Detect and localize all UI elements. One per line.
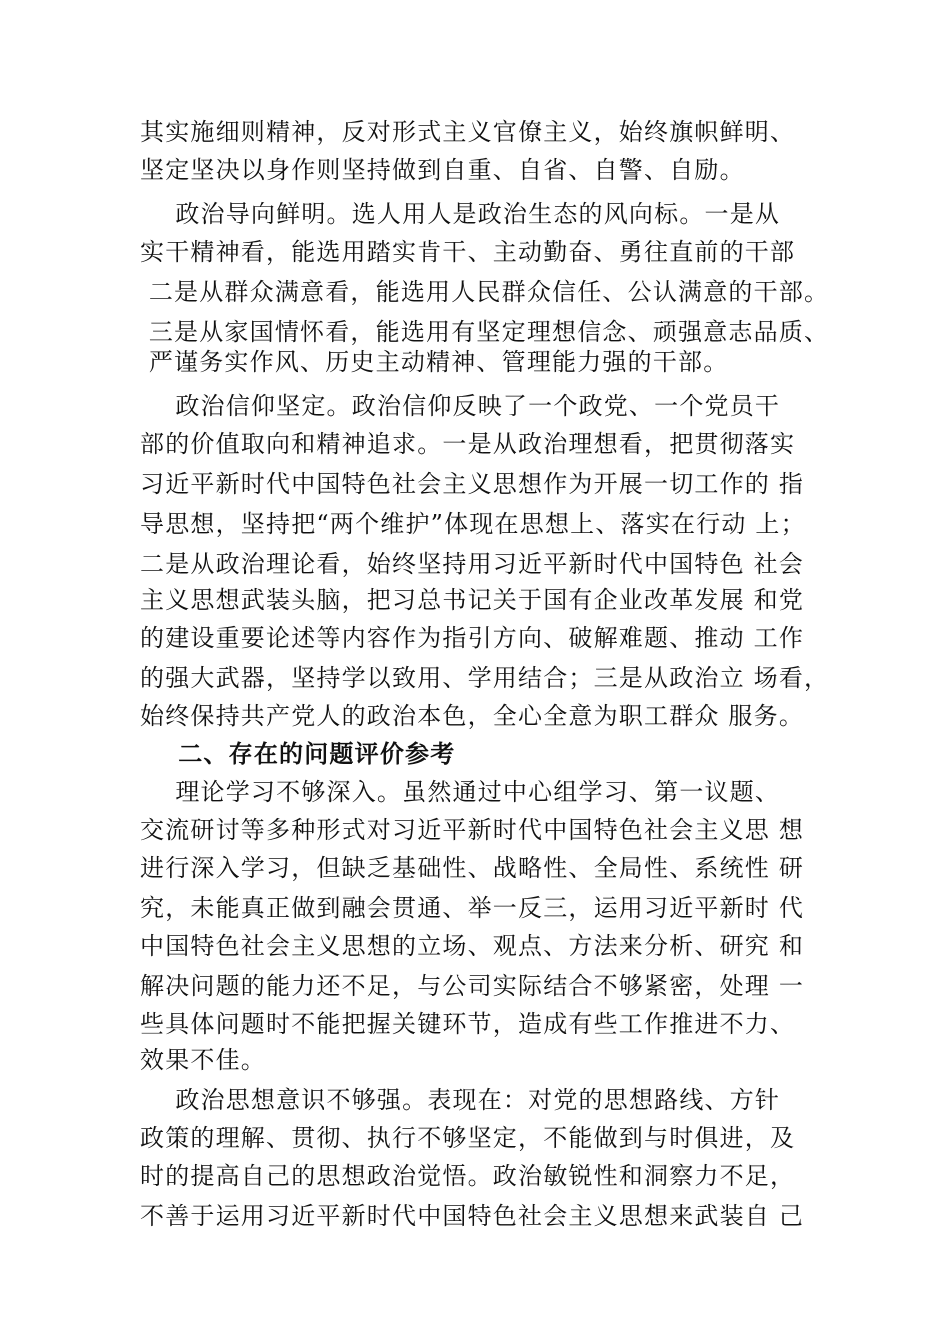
text-line: 政治思想意识不够强。表现在：对党的思想路线、方针 <box>140 1086 781 1114</box>
text-line: 政策的理解、贯彻、执行不够坚定，不能做到与时俱进，及 <box>140 1124 796 1152</box>
text-line: 究，未能真正做到融会贯通、举一反三，运用习近平新时 代 <box>140 894 805 922</box>
text-line: 理论学习不够深入。虽然通过中心组学习、第一议题、 <box>140 778 781 806</box>
text-line: 的建设重要论述等内容作为指引方向、破解难题、推动 工作 <box>140 624 805 652</box>
text-line: 三是从家国情怀看，能选用有坚定理想信念、顽强意志品质、 <box>140 318 830 346</box>
text-line: 导思想，坚持把“两个维护”体现在思想上、落实在行动 上； <box>140 510 806 538</box>
text-line: 习近平新时代中国特色社会主义思想作为开展一切工作的 指 <box>140 470 805 498</box>
text-line: 交流研讨等多种形式对习近平新时代中国特色社会主义思 想 <box>140 816 805 844</box>
text-line: 时的提高自己的思想政治觉悟。政治敏锐性和洞察力不足， <box>140 1162 796 1190</box>
text-line: 二是从群众满意看，能选用人民群众信任、公认满意的干部。 <box>140 278 830 306</box>
text-line: 政治导向鲜明。选人用人是政治生态的风向标。一是从 <box>140 200 781 228</box>
text-line: 些具体问题时不能把握关键环节，造成有些工作推进不力、 <box>140 1010 796 1038</box>
text-line: 二是从政治理论看，始终坚持用习近平新时代中国特色 社会 <box>140 550 805 578</box>
section-heading: 二、存在的问题评价参考 <box>140 739 456 768</box>
text-line: 主义思想武装头脑，把习总书记关于国有企业改革发展 和党 <box>140 586 805 614</box>
text-line: 严谨务实作风、历史主动精神、管理能力强的干部。 <box>140 348 729 376</box>
text-line: 解决问题的能力还不足，与公司实际结合不够紧密，处理 一 <box>140 972 805 1000</box>
text-line: 部的价值取向和精神追求。一是从政治理想看，把贯彻落实 <box>140 430 796 458</box>
text-line: 实干精神看，能选用踏实肯干、主动勤奋、勇往直前的干部 <box>140 238 796 266</box>
text-line: 始终保持共产党人的政治本色，全心全意为职工群众 服务。 <box>140 702 805 730</box>
text-line: 不善于运用习近平新时代中国特色社会主义思想来武装自 己 <box>140 1202 805 1230</box>
text-line: 坚定坚决以身作则坚持做到自重、自省、自警、自励。 <box>140 156 745 184</box>
text-line: 进行深入学习，但缺乏基础性、战略性、全局性、系统性 研 <box>140 854 805 882</box>
text-line: 中国特色社会主义思想的立场、观点、方法来分析、研究 和 <box>140 932 805 960</box>
text-line: 效果不佳。 <box>140 1046 266 1074</box>
text-line: 政治信仰坚定。政治信仰反映了一个政党、一个党员干 <box>140 392 781 420</box>
text-line: 其实施细则精神，反对形式主义官僚主义，始终旗帜鲜明、 <box>140 118 796 146</box>
text-line: 的强大武器，坚持学以致用、学用结合；三是从政治立 场看， <box>140 664 830 692</box>
